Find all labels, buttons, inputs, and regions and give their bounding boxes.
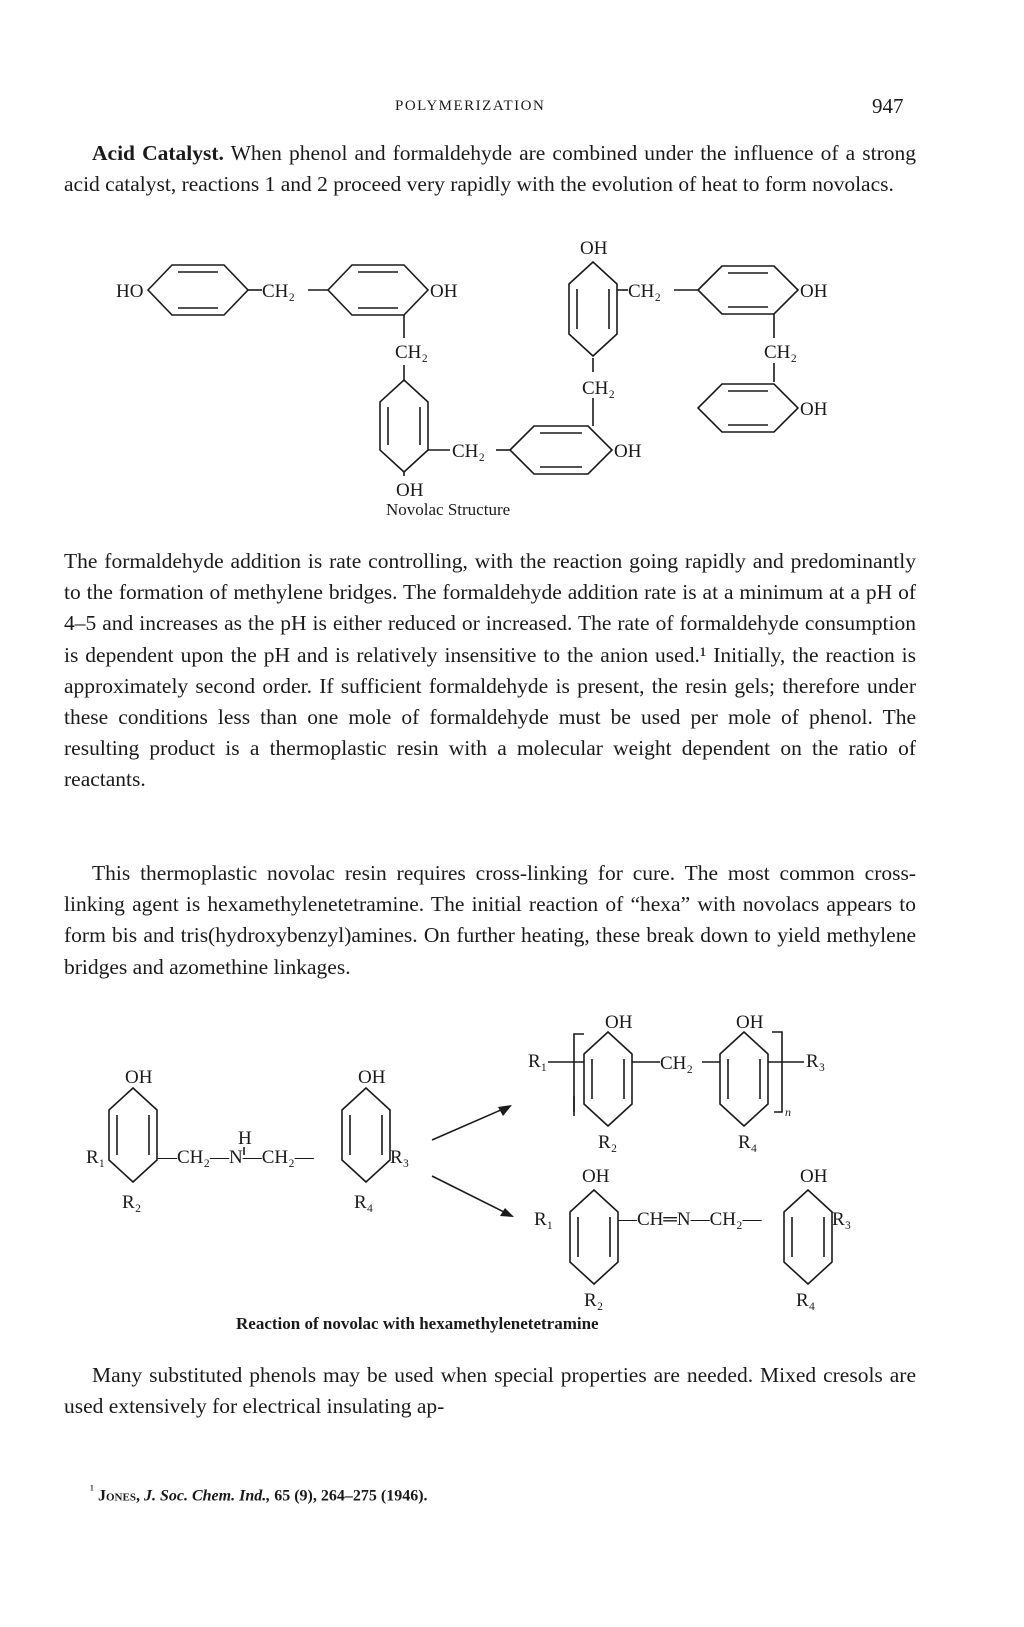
footnote-citation: (9), 264–275 (1946). xyxy=(294,1487,428,1505)
paragraph-cross-linking: This thermoplastic novolac resin requires cross-linking for cure. The most common cross-linking agent is hexamethylenetetramine. The initial reaction of “hexa” with novolacs appears to form bis and tris(hydroxybenzyl)amines. On further heating, these break down to yield methylene bridges and azomethine linkages. xyxy=(64,861,916,979)
hydroxyl-label: OH xyxy=(614,441,642,462)
footnote-marker: ¹ xyxy=(90,1482,94,1497)
benzene-ring xyxy=(584,1032,632,1126)
footnote-author: Jones, xyxy=(98,1487,140,1505)
benzene-ring xyxy=(380,380,428,472)
novolac-structure-figure xyxy=(0,230,1024,540)
benzene-ring xyxy=(720,1032,768,1126)
methylene-label: CH₂ xyxy=(660,1053,694,1074)
benzene-ring xyxy=(784,1190,832,1284)
benzene-ring xyxy=(570,1190,618,1284)
page-number: 947 xyxy=(872,94,904,118)
hexa-reaction-figure xyxy=(0,1012,1024,1380)
figure-caption: Reaction of novolac with hexamethylenetetramine xyxy=(236,1314,599,1333)
r2-label: R₂ xyxy=(122,1192,142,1213)
hydroxyl-label: OH xyxy=(430,281,458,302)
paragraph-body: When phenol and formaldehyde are combined under the influence of a strong acid catalyst, reactions 1 and 2 proceed very rapidly with the evolution of heat to form novolacs. xyxy=(64,141,916,197)
methylene-label: CH₂ xyxy=(764,342,798,363)
hydroxyl-label: OH xyxy=(736,1012,764,1033)
hydroxyl-label: OH xyxy=(580,238,608,259)
r3-label: R₃ xyxy=(806,1051,826,1072)
reaction-arrow-down xyxy=(432,1176,514,1217)
hydroxyl-label: OH xyxy=(358,1067,386,1088)
benzene-ring xyxy=(510,426,612,474)
hydroxyl-label: OH xyxy=(396,480,424,501)
figure-caption: Novolac Structure xyxy=(386,500,511,519)
methylene-label: CH₂ xyxy=(395,342,429,363)
methylene-label: CH₂ xyxy=(452,441,486,462)
benzene-ring xyxy=(148,265,248,315)
reaction-arrow-up xyxy=(432,1105,512,1140)
r2-label: R₂ xyxy=(584,1290,604,1311)
paragraph-acid-catalyst xyxy=(64,138,916,200)
hydroxyl-label: HO xyxy=(116,281,144,302)
hydroxyl-label: OH xyxy=(800,399,828,420)
hydroxyl-label: OH xyxy=(582,1166,610,1187)
amine-bridge-label: —CH₂—N—CH₂— xyxy=(158,1147,314,1168)
h-label: H xyxy=(238,1128,252,1149)
r2-label: R₂ xyxy=(598,1132,618,1153)
benzene-ring xyxy=(698,384,798,432)
paragraph-formaldehyde-addition: The formaldehyde addition is rate controlling, with the reaction going rapidly and predominantly to the formation of methylene bridges. The formaldehyde addition rate is at a minimum at a pH of 4–5 and increases as the pH is either reduced or increased. The rate of formaldehyde consumption is dependent upon the pH and is relatively insensitive to the anion used.¹ Initially, the reaction is approximately second order. If sufficient formaldehyde is present, the resin gels; therefore under these conditions less than one mole of formaldehyde must be used per mole of phenol. The resulting product is a thermoplastic resin with a molecular weight dependent on the ratio of reactants. xyxy=(64,549,916,792)
r1-label: R₁ xyxy=(86,1147,106,1168)
hydroxyl-label: OH xyxy=(125,1067,153,1088)
running-title: POLYMERIZATION xyxy=(395,98,546,114)
methylene-label: CH₂ xyxy=(628,281,662,302)
azomethine-bridge-label: —CH═N—CH₂— xyxy=(618,1209,762,1230)
r4-label: R₄ xyxy=(738,1132,758,1153)
r4-label: R₄ xyxy=(796,1290,816,1311)
r4-label: R₄ xyxy=(354,1192,374,1213)
paragraph-substituted-phenols: Many substituted phenols may be used when special properties are needed. Mixed cresols are used extensively for electrical insulating ap- xyxy=(64,1363,916,1419)
methylene-label: CH₂ xyxy=(582,378,616,399)
benzene-ring xyxy=(342,1088,390,1182)
benzene-ring xyxy=(569,262,617,356)
hydroxyl-label: OH xyxy=(605,1012,633,1033)
footnote xyxy=(90,1482,428,1505)
methylene-label: CH₂ xyxy=(262,281,296,302)
footnote-journal: J. Soc. Chem. Ind., xyxy=(143,1487,271,1505)
r3-label: R₃ xyxy=(390,1147,410,1168)
r1-label: R₁ xyxy=(528,1051,548,1072)
benzene-ring xyxy=(328,265,428,315)
r3-label: R₃ xyxy=(832,1209,852,1230)
r1-label: R₁ xyxy=(534,1209,554,1230)
paragraph-lead: Acid Catalyst. xyxy=(92,141,224,165)
hydroxyl-label: OH xyxy=(800,281,828,302)
benzene-ring xyxy=(109,1088,157,1182)
repeat-n-label: n xyxy=(785,1105,791,1119)
benzene-ring xyxy=(698,266,798,314)
footnote-volume: 65 xyxy=(274,1487,291,1505)
hydroxyl-label: OH xyxy=(800,1166,828,1187)
